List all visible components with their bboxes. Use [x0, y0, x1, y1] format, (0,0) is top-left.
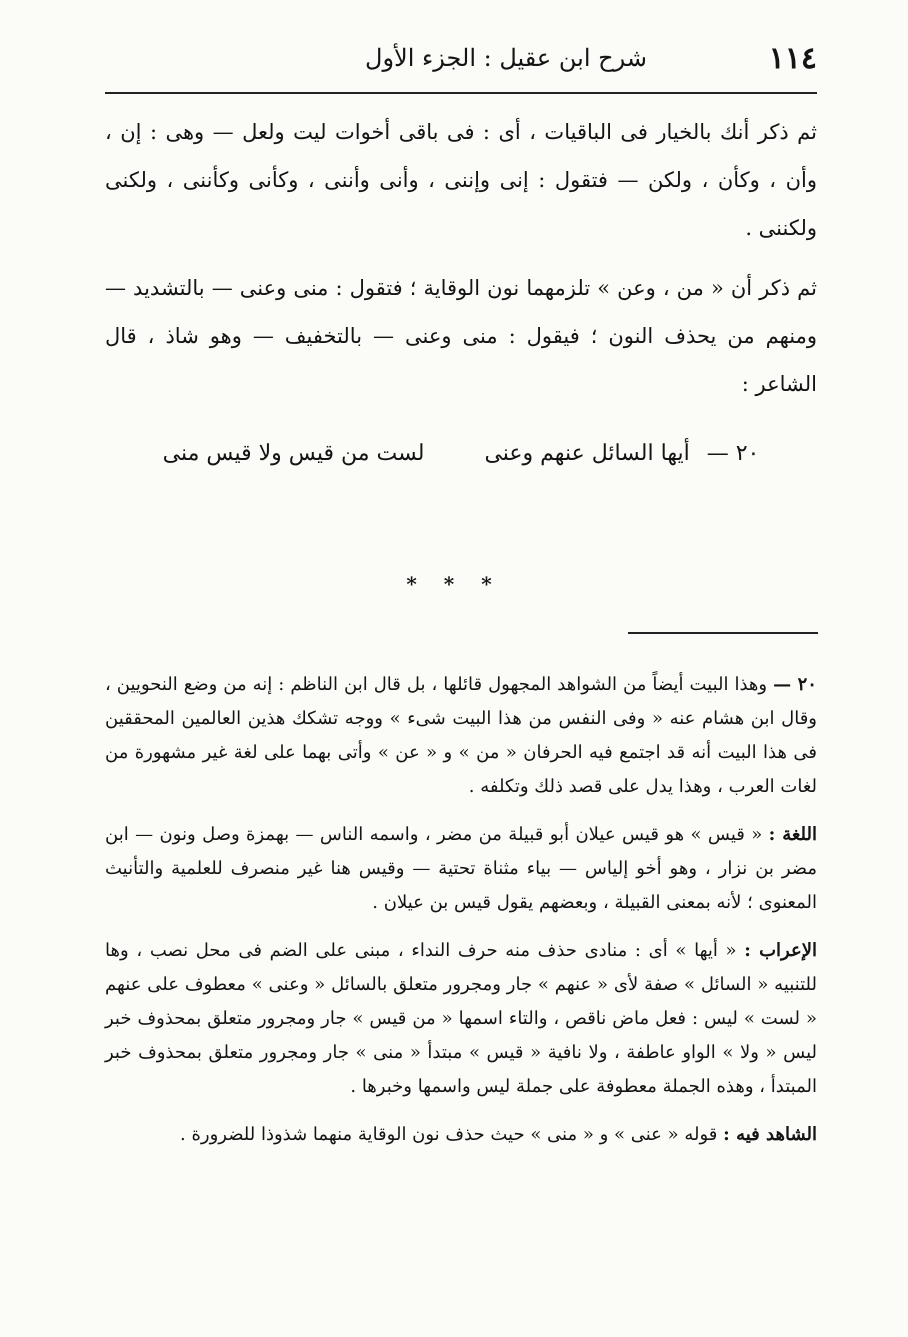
- verse-first-hemistich-text: أيها السائل عنهم وعنى: [484, 441, 690, 466]
- footnote-20-label: ٢٠ —: [773, 674, 817, 695]
- main-paragraph-2: ثم ذكر أن « من ، وعن » تلزمهما نون الوقاية ؛ فتقول : منى وعنى — بالتشديد — ومنهم من يحذف النون ؛ فيقول : منى وعنى — بالتخفيف — وهو شاذ ، قال الشاعر :: [105, 276, 817, 396]
- shahid-text: قوله « عنى » و « منى » حيث حذف نون الوقاية منهما شذوذا للضرورة .: [180, 1124, 718, 1145]
- footnotes: [105, 668, 817, 1166]
- footnote-20-text: وهذا البيت أيضاً من الشواهد المجهول قائلها ، بل قال ابن الناظم : إنه من وضع النحويين ، وقال ابن هشام عنه « وفى النفس من هذا البيت شىء » ووجه تشكك هذين العالمين المحققين فى هذا البيت أنه قد اجتمع فيه الحرفان « من » و « عن » وأتى بهما على لغة غير مشهورة من لغات العرب ، وهذا يدل على قصد ذلك وتكلفه .: [105, 674, 817, 797]
- main-text: [105, 108, 817, 478]
- footnote-lugha: [105, 818, 817, 920]
- lugha-text: « قيس » هو قيس عيلان أبو قبيلة من مضر ، واسمه الناس — بهمزة وصل ونون — ابن مضر بن نزار ، وهو أخو إلياس — بياء مثناة تحتية — وقيس هنا غير منصرف للعلمية والتأنيث المعنوى ؛ لأنه بمعنى القبيلة ، وبعضهم يقول قيس بن عيلان .: [105, 824, 817, 913]
- irab-label: الإعراب :: [744, 940, 817, 961]
- main-paragraph-1: ثم ذكر أنك بالخيار فى الباقيات ، أى : فى باقى أخوات ليت ولعل — وهى : إن ، وأن ، وكأن ، ولكن — فتقول : إنى وإننى ، وأنى وأننى ، وكأنى وكأننى ، ولكنى ولكننى .: [105, 120, 817, 240]
- irab-text: « أيها » أى : منادى حذف منه حرف النداء ، مبنى على الضم فى محل نصب ، وها للتنبيه « السائل » صفة لأى « عنهم » جار ومجرور متعلق بالسائل « وعنى » معطوف على عنهم « لست » ليس : فعل ماض ناقص ، والتاء اسمها « من قيس » جار ومجرور متعلق بمحذوف خبر ليس « ولا » الواو عاطفة ، ولا نافية « قيس » مبتدأ « منى » جار ومجرور متعلق بمحذوف خبر المبتدأ ، وهذه الجملة معطوفة على جملة ليس واسمها وخبرها .: [105, 940, 817, 1097]
- running-title: شرح ابن عقيل : الجزء الأول: [365, 44, 647, 72]
- verse-second-hemistich: لست من قيس ولا قيس منى: [162, 441, 425, 466]
- verse-first-hemistich: [484, 430, 759, 478]
- footnote-shahid: [105, 1118, 817, 1152]
- shahid-label: الشاهد فيه :: [723, 1124, 817, 1145]
- header-rule: [105, 92, 817, 94]
- page-number: ١١٤: [768, 40, 817, 76]
- lugha-label: اللغة :: [768, 824, 817, 845]
- footnote-rule: [628, 632, 818, 634]
- verse-number: ٢٠ —: [706, 441, 760, 466]
- footnote-20: [105, 668, 817, 804]
- verse-20: [105, 430, 817, 478]
- footnote-irab: [105, 934, 817, 1104]
- page-header: [105, 30, 817, 86]
- section-separator: * * *: [406, 572, 502, 596]
